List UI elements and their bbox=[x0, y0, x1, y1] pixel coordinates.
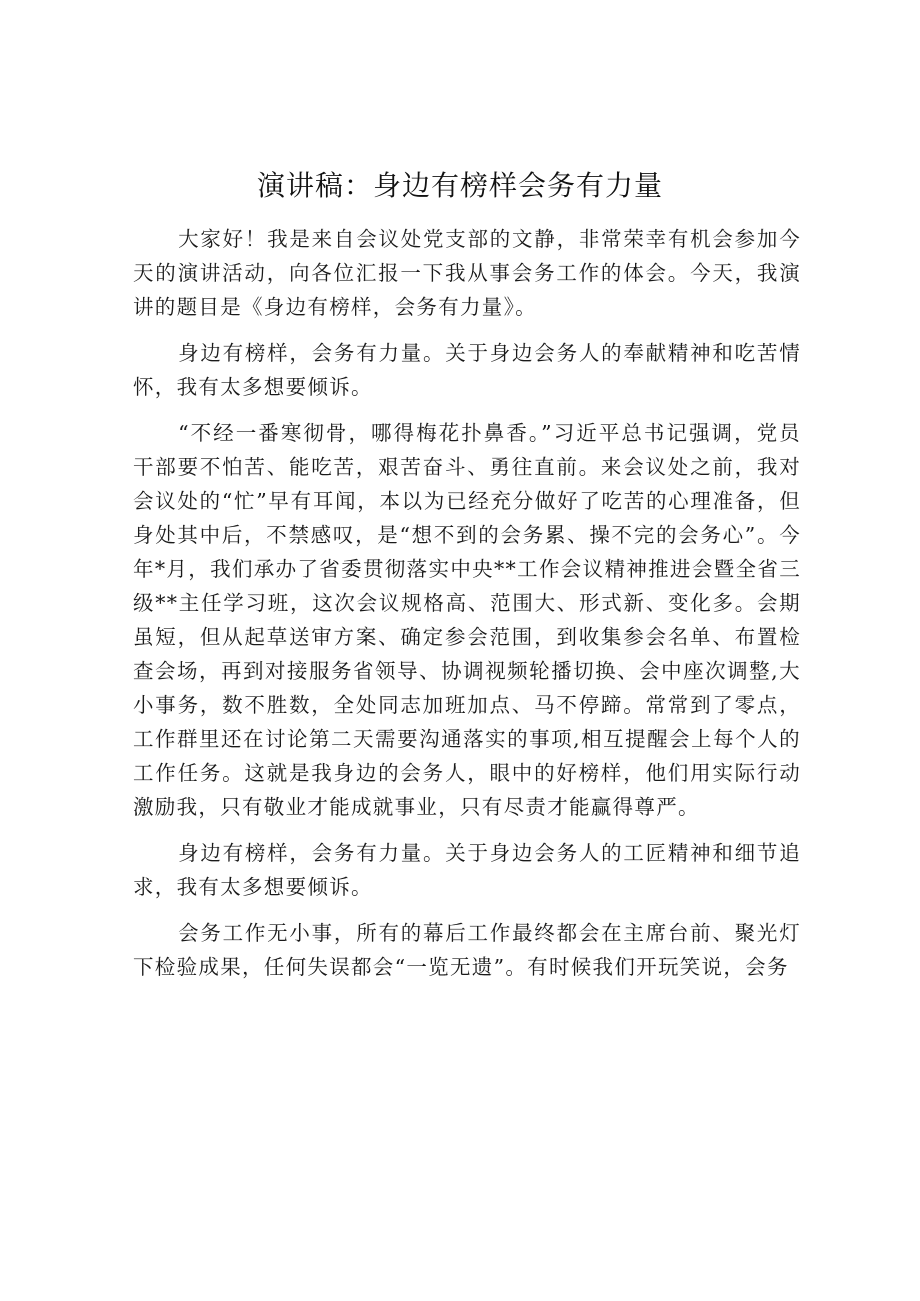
paragraph-5: 会务工作无小事，所有的幕后工作最终都会在主席台前、聚光灯下检验成果，任何失误都会“一览无遗”。有时候我们开玩笑说，会务 bbox=[133, 921, 801, 979]
paragraph-3: “不经一番寒彻骨，哪得梅花扑鼻香。”习近平总书记强调，党员干部要不怕苦、能吃苦，艰苦奋斗、勇往直前。来会议处之前，我对会议处的“忙”早有耳闻，本以为已经充分做好了吃苦的心理准备，但身处其中后，不禁感叹，是“想不到的会务累、操不完的会务心”。今年*月，我们承办了省委贯彻落实中央**工作会议精神推进会暨全省三级**主任学习班，这次会议规格高、范围大、形式新、变化多。会期虽短，但从起草送审方案、确定参会范围，到收集参会名单、布置检查会场，再到对接服务省领导、协调视频轮播切换、会中座次调整,大小事务，数不胜数，全处同志加班加点、马不停蹄。常常到了零点，工作群里还在讨论第二天需要沟通落实的事项,相互提醒会上每个人的工作任务。这就是我身边的会务人，眼中的好榜样，他们用实际行动激励我，只有敬业才能成就事业，只有尽责才能赢得尊严。 bbox=[133, 421, 801, 819]
document-body bbox=[133, 222, 801, 994]
paragraph-1: 大家好！我是来自会议处党支部的文静，非常荣幸有机会参加今天的演讲活动，向各位汇报一下我从事会务工作的体会。今天，我演讲的题目是《身边有榜样，会务有力量》。 bbox=[133, 227, 801, 319]
paragraph-4: 身边有榜样，会务有力量。关于身边会务人的工匠精神和细节追求，我有太多想要倾诉。 bbox=[133, 841, 801, 899]
document-title: 演讲稿：身边有榜样会务有力量 bbox=[256, 169, 663, 202]
paragraph-2: 身边有榜样，会务有力量。关于身边会务人的奉献精神和吃苦情怀，我有太多想要倾诉。 bbox=[133, 341, 801, 399]
